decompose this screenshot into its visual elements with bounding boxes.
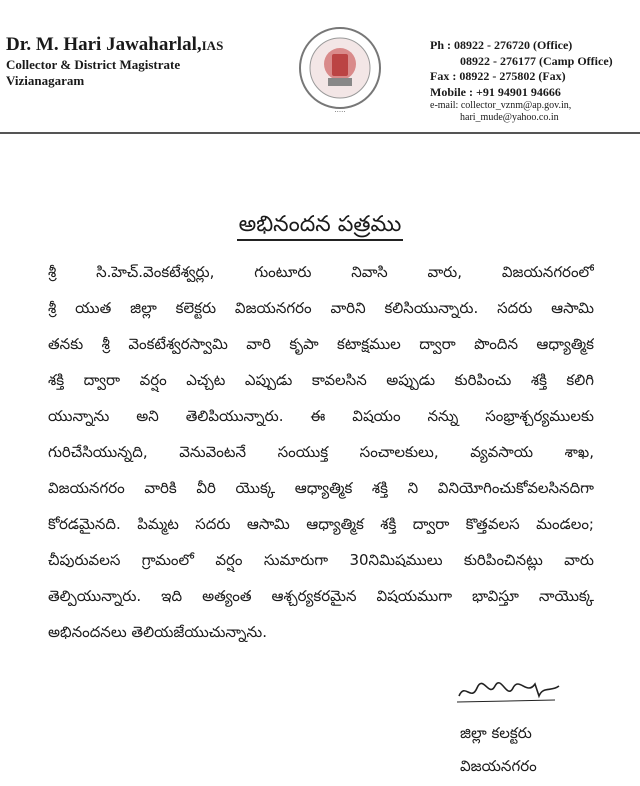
body-line: శ్రీ సి.హెచ్.వెంకటేశ్వర్లు, గుంటూరు నివాసి వారు, విజయనగరంలో <box>48 263 594 281</box>
sender-place: Vizianagaram <box>6 73 85 88</box>
letter-title <box>0 212 640 242</box>
body-line: తనకు శ్రీ వెంకటేశ్వరస్వామి వారి కృపా కటాక్షముల ద్వారా పొందిన ఆధ్యాత్మిక <box>48 335 594 353</box>
sender-suffix: IAS <box>201 38 224 53</box>
email-secondary: hari_mude@yahoo.co.in <box>460 112 559 123</box>
letterhead-sender <box>6 34 223 89</box>
header-divider <box>0 132 640 134</box>
email-primary: e-mail: collector_vznm@ap.gov.in, <box>430 100 572 111</box>
letterhead-contact <box>430 38 613 124</box>
phone-camp-office: 08922 - 276177 (Camp Office) <box>460 53 613 68</box>
body-line: కోరడమైనది. పిమ్మట సదరు ఆసామి ఆధ్యాత్మిక శక్తి ద్వారా కొత్తవలస మండలం; <box>48 515 594 533</box>
fax: Fax : 08922 - 275802 (Fax) <box>430 69 566 83</box>
handwritten-signature <box>455 676 565 706</box>
body-line: తెల్పియున్నారు. ఇది అత్యంత ఆశ్చర్యకరమైన విషయముగా భావిస్తూ నాయొక్క <box>48 587 594 605</box>
signatory-place: విజయనగరం <box>460 757 537 775</box>
phone-office: Ph : 08922 - 276720 (Office) <box>430 38 573 52</box>
body-line: యున్నాను అని తెలిపియున్నారు. ఈ విషయం నన్ను సంభ్రాశ్చర్యములకు <box>48 407 594 425</box>
sender-designation: Collector & District Magistrate <box>6 57 181 72</box>
body-line: గురిచేసియున్నది, వెనువెంటనే సంయుక్త సంచాలకులు, వ్యవసాయ శాఖ, <box>48 443 594 461</box>
svg-text:·····: ····· <box>334 108 346 116</box>
letter-title-text: అభినందన పత్రము <box>237 212 404 241</box>
letter-body <box>48 258 594 654</box>
body-line: చీపురువలస గ్రామంలో వర్షం సుమారుగా 30నిమిషములు కురిపించినట్లు వారు <box>48 551 594 569</box>
sender-name-text: Dr. M. Hari Jawaharlal, <box>6 34 202 55</box>
signatory-designation: జిల్లా కలక్టరు <box>460 724 532 742</box>
state-emblem-icon <box>288 24 392 120</box>
mobile: Mobile : +91 94901 94666 <box>430 84 561 99</box>
body-line: అభినందనలు తెలియజేయుచున్నాను. <box>48 623 267 641</box>
body-line: శక్తి ద్వారా వర్షం ఎచ్చట ఎప్పుడు కావలసిన అప్పుడు కురిపించు శక్తి కలిగి <box>48 371 594 389</box>
sender-name <box>6 34 223 57</box>
body-line: విజయనగరం వారికి వీరి యొక్క ఆధ్యాత్మిక శక్తి ని వినియోగించుకోవలసినదిగా <box>48 479 594 497</box>
body-line: శ్రీ యుత జిల్లా కలెక్టరు విజయనగరం వారిని కలిసియున్నారు. సదరు ఆసామి <box>48 299 594 317</box>
